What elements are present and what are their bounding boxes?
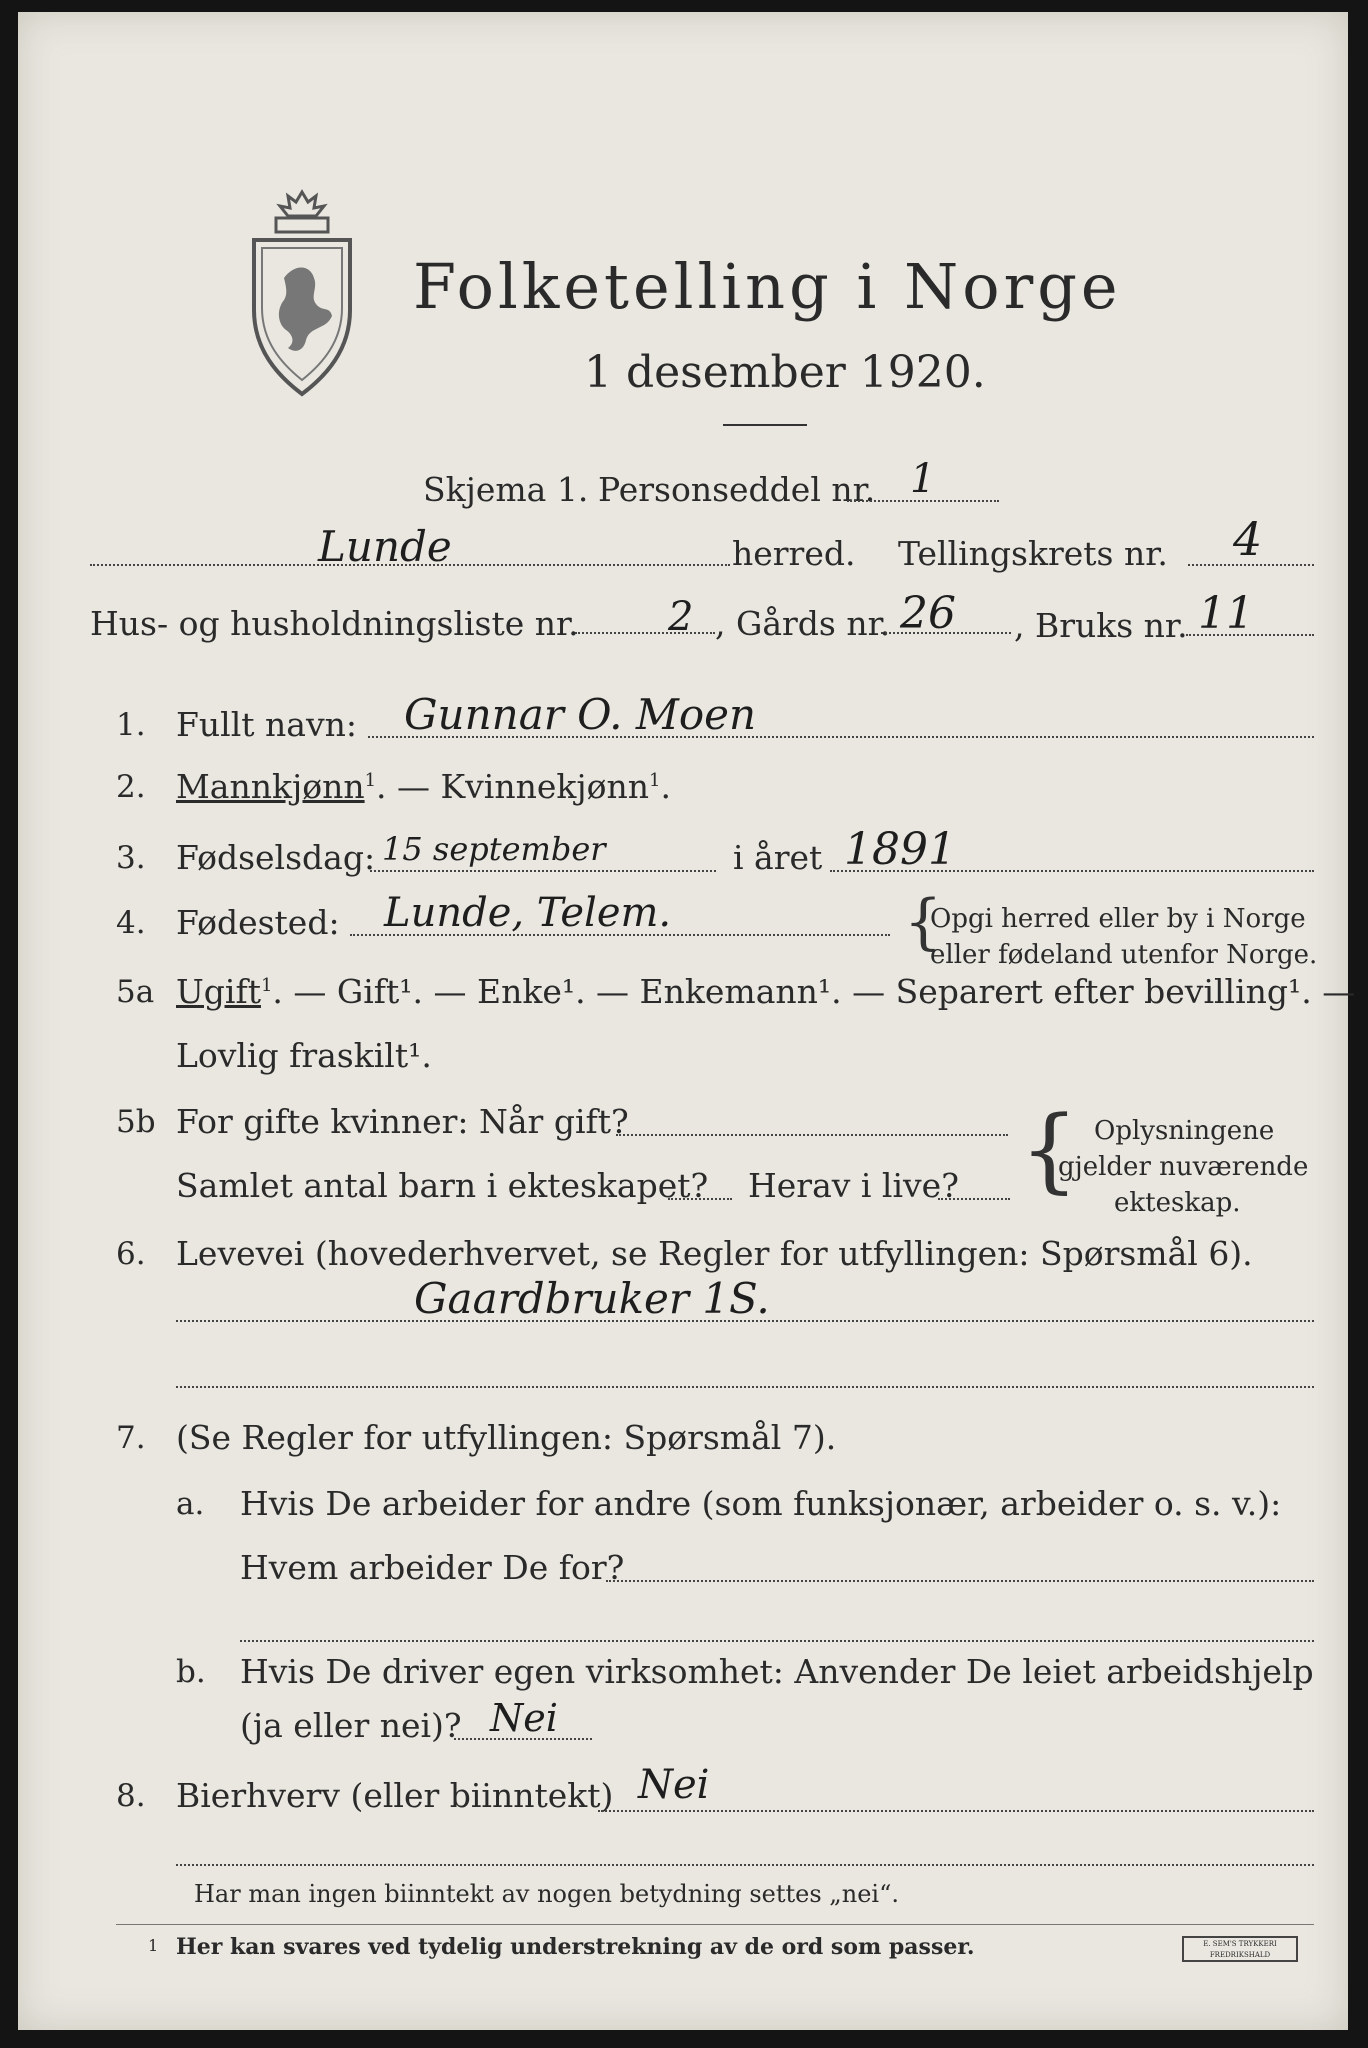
bruks-label: , Bruks nr. (1014, 606, 1188, 645)
q5b-note-3: ekteskap. (1114, 1188, 1241, 1218)
q7-number: 7. (116, 1420, 146, 1456)
q6-label: Levevei (hovederhvervet, se Regler for utfyllingen: Spørsmål 6). (176, 1234, 1253, 1273)
q6-number: 6. (116, 1236, 146, 1272)
birthday-value[interactable]: 15 september (382, 830, 606, 868)
q4-brace: { (904, 887, 943, 957)
q2-sup: 1 (364, 770, 377, 791)
mannkjonn-option[interactable]: Mannkjønn (176, 767, 365, 806)
q5b-label-3: Herav i live? (748, 1166, 959, 1205)
gards-value[interactable]: 26 (900, 588, 956, 639)
q3-year-label: i året (733, 838, 823, 877)
q7a-number: a. (176, 1486, 205, 1522)
ugift-option[interactable]: Ugift (176, 972, 261, 1011)
bruks-value[interactable]: 11 (1198, 588, 1254, 639)
q6-line-2 (176, 1386, 1314, 1388)
birth-year-value[interactable]: 1891 (844, 824, 956, 875)
printer-stamp: E. SEM'S TRYKKERI FREDRIKSHALD (1182, 1936, 1298, 1962)
hus-value[interactable]: 2 (668, 594, 694, 640)
q5b-note-2: gjelder nuværende (1058, 1152, 1309, 1182)
q5b-line-3 (938, 1198, 1010, 1200)
occupation-value[interactable]: Gaardbruker 1S. (414, 1274, 770, 1323)
herred-value[interactable]: Lunde (318, 522, 452, 571)
skjema-label: Skjema 1. (423, 470, 589, 509)
q4-label: Fødested: (176, 903, 340, 942)
q2-dash: . — (376, 767, 441, 806)
q7b-label-2: (ja eller nei)? (240, 1706, 462, 1745)
q3-number: 3. (116, 840, 146, 876)
q5a-options[interactable]: . — Gift¹. — Enke¹. — Enkemann¹. — Separert efter bevilling¹. — (272, 972, 1356, 1011)
q5b-label-1: For gifte kvinner: Når gift? (176, 1102, 629, 1141)
q2-number: 2. (116, 769, 146, 805)
q5b-line-1 (616, 1134, 1008, 1136)
q3-label: Fødselsdag: (176, 838, 376, 877)
q1-label: Fullt navn: (176, 705, 357, 744)
q7a-label-2: Hvem arbeider De for? (240, 1548, 625, 1587)
norway-coat-of-arms-icon (246, 188, 358, 398)
personseddel-value[interactable]: 1 (910, 456, 936, 502)
footnote: Her kan svares ved tydelig understrekning av de ord som passer. (176, 1934, 975, 1960)
birthplace-value[interactable]: Lunde, Telem. (384, 890, 672, 936)
q5a-sup: 1 (260, 975, 273, 996)
q8-number: 8. (116, 1778, 146, 1814)
q5b-number: 5b (116, 1104, 156, 1140)
personseddel-label: Personseddel nr. (598, 470, 876, 509)
q5b-label-2: Samlet antal barn i ekteskapet? (176, 1166, 709, 1205)
q8-line-2 (176, 1864, 1314, 1866)
q8-label: Bierhverv (eller biinntekt) (176, 1776, 614, 1815)
form-title: Folketelling i Norge (413, 250, 1122, 323)
hus-line (575, 632, 715, 634)
kvinnekjonn-option[interactable]: Kvinnekjønn (440, 767, 650, 806)
tellingskrets-label: Tellingskrets nr. (898, 534, 1168, 573)
footer-divider (116, 1924, 1314, 1925)
q4-note-2: eller fødeland utenfor Norge. (930, 940, 1318, 970)
q2-end: . (660, 767, 671, 806)
q5a-number: 5a (116, 974, 155, 1010)
q5b-line-2 (668, 1198, 732, 1200)
census-form (18, 12, 1356, 2030)
q2-sup2: 1 (649, 770, 661, 791)
q7b-value[interactable]: Nei (490, 1696, 558, 1740)
q7a-line-2 (240, 1640, 1314, 1642)
footnote-number: 1 (148, 1936, 159, 1955)
q5a-line-2: Lovlig fraskilt¹. (176, 1036, 432, 1075)
q7a-line-1 (606, 1580, 1314, 1582)
title-divider (723, 424, 807, 426)
q7b-number: b. (176, 1654, 206, 1690)
q7a-label: Hvis De arbeider for andre (som funksjonær, arbeider o. s. v.): (240, 1484, 1282, 1523)
q5b-note-1: Oplysningene (1094, 1116, 1275, 1146)
form-date: 1 desember 1920. (584, 347, 986, 398)
q5b-brace: { (1020, 1096, 1079, 1203)
q7-label: (Se Regler for utfyllingen: Spørsmål 7). (176, 1418, 837, 1457)
q2-line (176, 767, 671, 806)
tellingskrets-value[interactable]: 4 (1233, 512, 1263, 566)
gards-label: , Gårds nr. (715, 604, 891, 643)
q4-number: 4. (116, 905, 146, 941)
q1-number: 1. (116, 707, 146, 743)
q4-note-1: Opgi herred eller by i Norge (930, 904, 1306, 934)
full-name-value[interactable]: Gunnar O. Moen (404, 690, 757, 739)
q8-line-1 (598, 1810, 1314, 1812)
herred-label: herred. (732, 534, 856, 573)
hus-label: Hus- og husholdningsliste nr. (90, 604, 579, 643)
q8-value[interactable]: Nei (638, 1762, 710, 1808)
q7b-label: Hvis De driver egen virksomhet: Anvender De leiet arbeidshjelp (240, 1652, 1314, 1691)
q3-line (370, 870, 716, 872)
q5a-line (176, 972, 1355, 1011)
footer-note: Har man ingen biinntekt av nogen betydning settes „nei“. (194, 1880, 899, 1908)
